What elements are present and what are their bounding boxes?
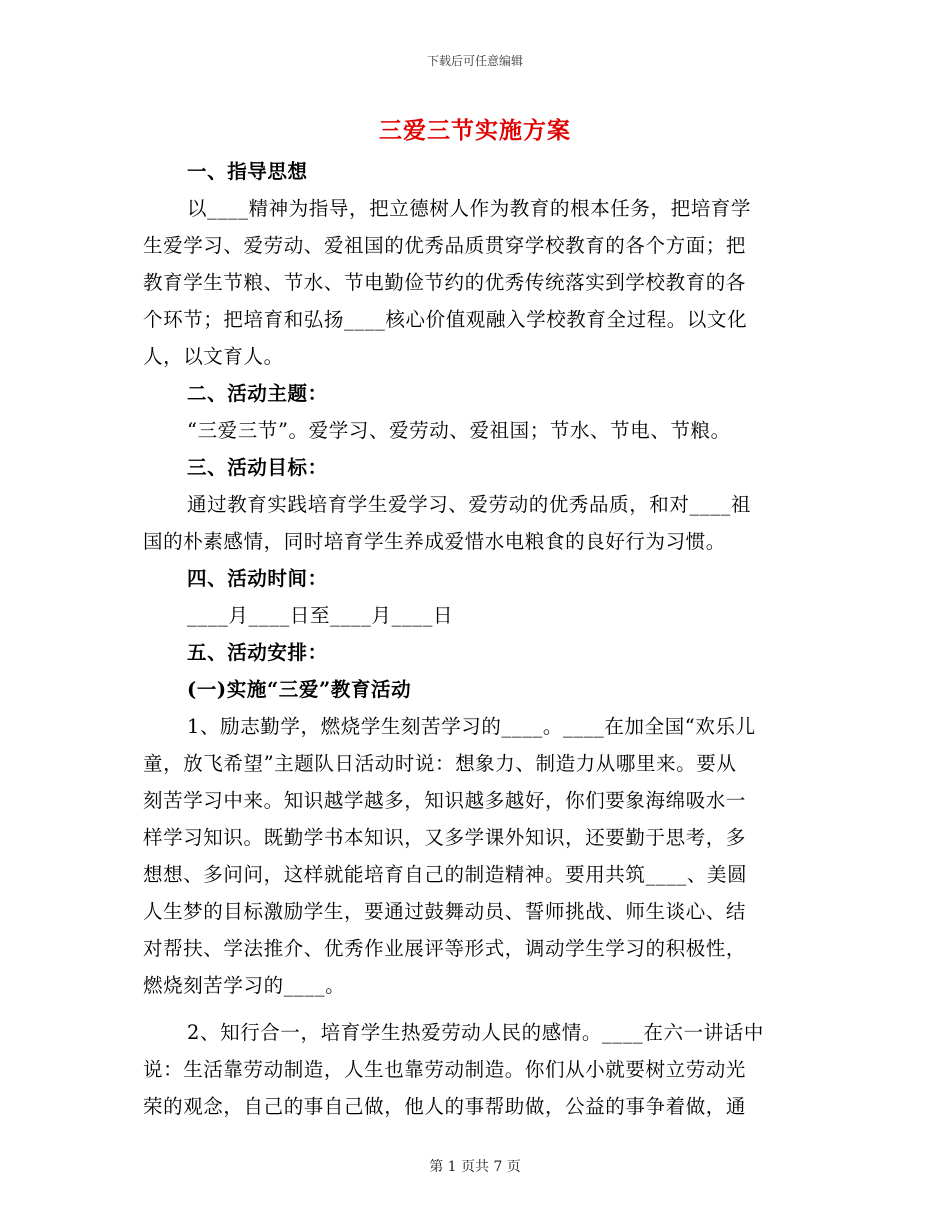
body-text-line: ____月____日至____月____日 <box>187 604 454 627</box>
body-text-line: 人生梦的目标激励学生，要通过鼓舞动员、誓师挑战、师生谈心、结 <box>143 900 747 923</box>
body-text-line: 童，放飞希望”主题队日活动时说：想象力、制造力从哪里来。要从 <box>143 752 737 775</box>
page-footer: 第 1 页共 7 页 <box>429 1159 521 1175</box>
body-text-line: 国的朴素感情，同时培育学生养成爱惜水电粮食的良好行为习惯。 <box>143 530 726 553</box>
document-body <box>143 153 808 1125</box>
body-text-line: 样学习知识。既勤学书本知识，又多学课外知识，还要勤于思考，多 <box>143 826 747 849</box>
body-text-line: “三爱三节”。爱学习、爱劳动、爱祖国；节水、节电、节粮。 <box>187 419 731 442</box>
section-heading: (一)实施“三爱”教育活动 <box>187 678 412 701</box>
document-title: 三爱三节实施方案 <box>379 117 571 144</box>
paragraph-gap <box>143 1004 808 1014</box>
body-text-line: 1、励志勤学，燃烧学生刻苦学习的____。____在加全国“欢乐儿 <box>187 715 756 738</box>
body-text-line: 2、知行合一，培育学生热爱劳动人民的感情。____在六一讲话中 <box>187 1021 765 1044</box>
section-heading: 一、指导思想 <box>187 160 308 183</box>
body-text-line: 对帮扶、学法推介、优秀作业展评等形式，调动学生学习的积极性， <box>143 937 747 960</box>
body-text-line: 人，以文育人。 <box>143 345 284 368</box>
body-text-line: 说：生活靠劳动制造，人生也靠劳动制造。你们从小就要树立劳动光 <box>143 1058 747 1081</box>
body-text-line: 通过教育实践培育学生爱学习、爱劳动的优秀品质，和对____祖 <box>187 493 752 516</box>
body-text-line: 生爱学习、爱劳动、爱祖国的优秀品质贯穿学校教育的各个方面；把 <box>143 234 747 257</box>
body-text-line: 刻苦学习中来。知识越学越多，知识越多越好，你们要象海绵吸水一 <box>143 789 747 812</box>
section-heading: 二、活动主题： <box>187 382 328 405</box>
section-heading: 四、活动时间： <box>187 567 328 590</box>
section-heading: 三、活动目标： <box>187 456 328 479</box>
header-note: 下载后可任意编辑 <box>426 54 523 68</box>
body-text-line: 个环节；把培育和弘扬____核心价值观融入学校教育全过程。以文化 <box>143 308 748 331</box>
section-heading: 五、活动安排： <box>187 641 328 664</box>
body-text-line: 想想、多问问，这样就能培育自己的制造精神。要用共筑____、美圆 <box>143 863 748 886</box>
body-text-line: 荣的观念，自己的事自己做，他人的事帮助做，公益的事争着做，通 <box>143 1095 747 1118</box>
body-text-line: 教育学生节粮、节水、节电勤俭节约的优秀传统落实到学校教育的各 <box>143 271 747 294</box>
body-text-line: 燃烧刻苦学习的____。 <box>143 974 346 997</box>
body-text-line: 以____精神为指导，把立德树人作为教育的根本任务，把培育学 <box>187 197 752 220</box>
